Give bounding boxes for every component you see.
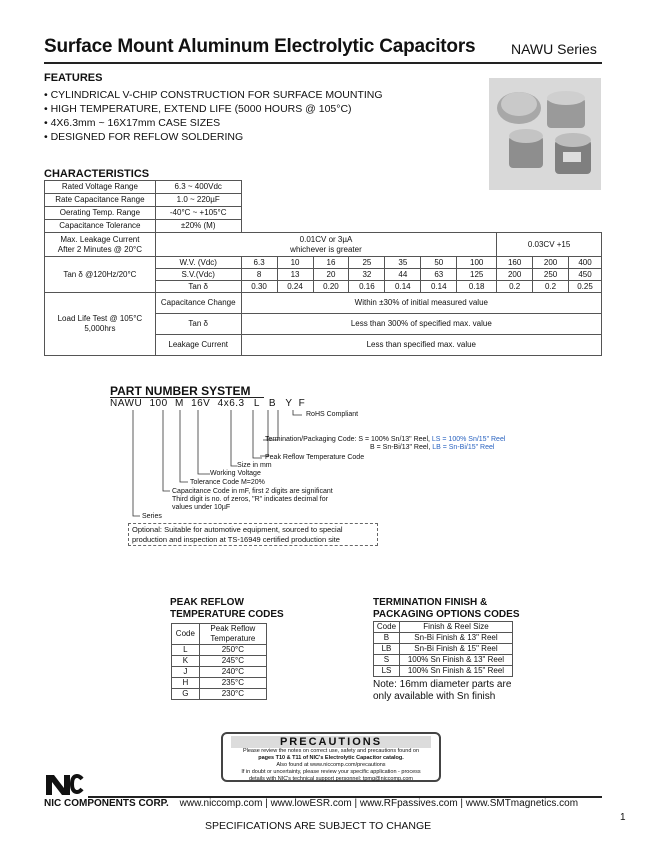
cap-range-label: Rate Capacitance Range — [45, 194, 156, 207]
sv-label: S.V.(Vdc) — [155, 269, 241, 281]
table-cell: 230°C — [199, 689, 266, 700]
table-cell: G — [172, 689, 200, 700]
features-heading: FEATURES — [44, 72, 103, 84]
cap-change-value: Within ±30% of initial measured value — [241, 293, 601, 314]
tand-cell: 0.18 — [457, 281, 497, 293]
table-cell: K — [172, 656, 200, 667]
header-rule — [44, 62, 602, 64]
load-life-label: Load Life Test @ 105°C 5,000hrs — [45, 293, 156, 356]
tand-cell: 0.14 — [421, 281, 457, 293]
table-cell: 245°C — [199, 656, 266, 667]
temp-range-value: -40°C ~ +105°C — [155, 207, 241, 220]
termination-heading: TERMINATION FINISH & PACKAGING OPTIONS CODES — [373, 597, 520, 620]
precautions-heading: PRECAUTIONS — [231, 736, 431, 748]
sv-cell: 200 — [497, 269, 533, 281]
tolerance-code-label: Tolerance Code M=20% — [190, 479, 265, 486]
tand-cell: 0.16 — [349, 281, 385, 293]
code-rohs: F — [298, 398, 306, 409]
code-series: NAWU — [110, 398, 143, 409]
leakage-value-high: 0.03CV +15 — [497, 233, 602, 257]
col-header: Code — [172, 624, 200, 645]
feature-item: • CYLINDRICAL V-CHIP CONSTRUCTION FOR SURFACE MOUNTING — [44, 89, 383, 101]
sv-cell: 250 — [533, 269, 569, 281]
wv-cell: 10 — [277, 257, 313, 269]
wv-cell: 35 — [385, 257, 421, 269]
termination-table — [373, 621, 513, 677]
characteristics-heading: CHARACTERISTICS — [44, 168, 150, 180]
temp-range-label: Oerating Temp. Range — [45, 207, 156, 220]
series-label: Series — [142, 513, 162, 520]
sv-cell: 450 — [569, 269, 602, 281]
code-capacitance: 100 — [149, 398, 168, 409]
cap-change-label: Capacitance Change — [155, 293, 241, 314]
tand-cell: 0.25 — [569, 281, 602, 293]
tand-cell: 0.2 — [497, 281, 533, 293]
wv-cell: 160 — [497, 257, 533, 269]
wv-cell: 50 — [421, 257, 457, 269]
leak-current-value: Less than specified max. value — [241, 335, 601, 356]
tand-label: Tan δ — [155, 281, 241, 293]
characteristics-table — [44, 180, 602, 356]
peak-reflow-table — [171, 623, 267, 700]
table-cell: 100% Sn Finish & 15" Reel — [399, 666, 512, 677]
feature-item: • HIGH TEMPERATURE, EXTEND LIFE (5000 HOURS @ 105°C) — [44, 103, 352, 115]
rohs-label: RoHS Compliant — [306, 411, 359, 418]
sv-cell: 63 — [421, 269, 457, 281]
company-name: NIC COMPONENTS CORP. — [44, 798, 169, 809]
leakage-label: Max. Leakage Current After 2 Minutes @ 20°C — [45, 233, 156, 257]
capacitor-photo — [489, 78, 601, 190]
tand-cell: 0.24 — [277, 281, 313, 293]
tand-cell: 0.20 — [313, 281, 349, 293]
table-cell: B — [374, 633, 400, 644]
termination-note: Note: 16mm diameter parts are only available with Sn finish — [373, 679, 512, 702]
table-cell: H — [172, 678, 200, 689]
table-cell: 250°C — [199, 645, 266, 656]
tand-cell: 0.2 — [533, 281, 569, 293]
table-cell: 100% Sn Finish & 13" Reel — [399, 655, 512, 666]
feature-item: • DESIGNED FOR REFLOW SOLDERING — [44, 131, 244, 143]
wv-cell: 100 — [457, 257, 497, 269]
code-voltage: 16V — [191, 398, 211, 409]
peak-reflow-label: Peak Reflow Temperature Code — [265, 454, 365, 461]
precautions-box: PRECAUTIONS Please review the notes on correct use, safety and precautions found on pages T10 & T11 of NIC's Electrolytic Capacitor catalog. Also found at www.niccomp.com/precautions If in doubt or uncertainty, please review your specific application - process details with NIC's technical support personnel: tpmg@niccomp.com — [221, 732, 441, 782]
code-optional: Y — [285, 398, 293, 409]
sv-cell: 125 — [457, 269, 497, 281]
termination-label: Termination/Packaging Code: S = 100% Sn/13" Reel, LS = 100% Sn/15" Reel — [265, 436, 506, 443]
spec-notice: SPECIFICATIONS ARE SUBJECT TO CHANGE — [205, 820, 432, 832]
wv-cell: 25 — [349, 257, 385, 269]
wv-cell: 200 — [533, 257, 569, 269]
table-cell: J — [172, 667, 200, 678]
tand-cell: 0.14 — [385, 281, 421, 293]
table-cell: Sn-Bi Finish & 13" Reel — [399, 633, 512, 644]
wv-cell: 6.3 — [241, 257, 277, 269]
wv-cell: 16 — [313, 257, 349, 269]
sv-cell: 44 — [385, 269, 421, 281]
table-cell: Sn-Bi Finish & 15" Reel — [399, 644, 512, 655]
page-number: 1 — [620, 812, 626, 823]
code-size: 4x6.3 — [217, 398, 245, 409]
feature-item: • 4X6.3mm ~ 16X17mm CASE SIZES — [44, 117, 221, 129]
tolerance-value: ±20% (M) — [155, 220, 241, 233]
footer-links[interactable]: www.niccomp.com | www.lowESR.com | www.RFpassives.com | www.SMTmagnetics.com — [179, 798, 579, 809]
table-cell: 240°C — [199, 667, 266, 678]
features-list — [44, 88, 383, 144]
table-cell: L — [172, 645, 200, 656]
size-label: Size in mm — [237, 462, 272, 469]
code-termination: B — [268, 398, 277, 409]
table-cell: 235°C — [199, 678, 266, 689]
sv-cell: 13 — [277, 269, 313, 281]
page-title: Surface Mount Aluminum Electrolytic Capacitors — [44, 36, 476, 57]
leak-current-label: Leakage Current — [155, 335, 241, 356]
working-voltage-label: Working Voltage — [210, 470, 261, 477]
rated-voltage-value: 6.3 ~ 400Vdc — [155, 181, 241, 194]
sv-cell: 32 — [349, 269, 385, 281]
footer-text — [44, 798, 578, 809]
table-cell: LS — [374, 666, 400, 677]
capacitance-code-label: Capacitance Code in mF, first 2 digits are significant Third digit is no. of zeros, "R" indicates decimal for values under 10µF — [172, 488, 333, 511]
code-peak: L — [253, 398, 260, 409]
series-label: NAWU Series — [511, 41, 597, 57]
rated-voltage-label: Rated Voltage Range — [45, 181, 156, 194]
table-cell: S — [374, 655, 400, 666]
wv-label: W.V. (Vdc) — [155, 257, 241, 269]
termination-label-2: B = Sn-Bi/13" Reel, LB = Sn-Bi/15" Reel — [370, 444, 495, 451]
tolerance-label: Capacitance Tolerance — [45, 220, 156, 233]
wv-cell: 400 — [569, 257, 602, 269]
part-number-heading: PART NUMBER SYSTEM — [110, 384, 251, 398]
col-header: Peak Reflow Temperature — [199, 624, 266, 645]
col-header: Finish & Reel Size — [399, 622, 512, 633]
cap-range-value: 1.0 ~ 220µF — [155, 194, 241, 207]
table-cell: LB — [374, 644, 400, 655]
sv-cell: 20 — [313, 269, 349, 281]
tand-cell: 0.30 — [241, 281, 277, 293]
load-tan-value: Less than 300% of specified max. value — [241, 314, 601, 335]
load-tan-label: Tan δ — [155, 314, 241, 335]
col-header: Code — [374, 622, 400, 633]
optional-note: Optional: Suitable for automotive equipment, sourced to special production and inspection at TS-16949 certified production site — [128, 523, 378, 546]
sv-cell: 8 — [241, 269, 277, 281]
peak-reflow-heading: PEAK REFLOW TEMPERATURE CODES — [170, 597, 284, 620]
code-tolerance: M — [174, 398, 184, 409]
leakage-value-low: 0.01CV or 3µA whichever is greater — [155, 233, 496, 257]
tan-delta-label: Tan δ @120Hz/20°C — [45, 257, 156, 293]
